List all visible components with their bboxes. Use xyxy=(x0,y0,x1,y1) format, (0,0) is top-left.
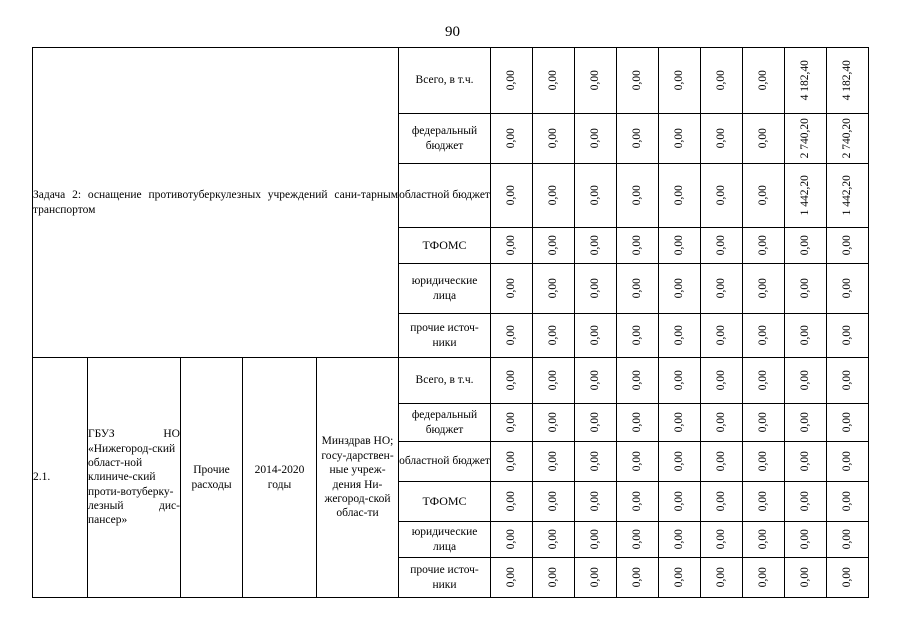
value-cell xyxy=(827,522,869,558)
value-text: 0,00 xyxy=(547,529,560,550)
value-text: 0,00 xyxy=(715,529,728,550)
value-text: 0,00 xyxy=(505,278,518,299)
value-text: 0,00 xyxy=(673,412,686,433)
value-cell xyxy=(533,264,575,314)
value-cell xyxy=(701,264,743,314)
value-text: 0,00 xyxy=(547,451,560,472)
value-cell xyxy=(659,114,701,164)
value-cell xyxy=(743,358,785,404)
value-cell xyxy=(575,114,617,164)
value-cell xyxy=(617,404,659,442)
value-cell xyxy=(743,114,785,164)
value-text: 0,00 xyxy=(505,451,518,472)
value-cell xyxy=(491,442,533,482)
activity-executor: Минздрав НО; госу-дарствен-ные учреж-дения Ни-жегород-ской облас-ти xyxy=(317,358,399,598)
value-cell xyxy=(617,442,659,482)
funding-source-label: Всего, в т.ч. xyxy=(399,48,491,114)
value-text: 0,00 xyxy=(715,567,728,588)
value-text: 0,00 xyxy=(715,128,728,149)
value-cell xyxy=(785,404,827,442)
value-text: 0,00 xyxy=(715,325,728,346)
value-text: 0,00 xyxy=(757,491,770,512)
funding-source-label: федеральный бюджет xyxy=(399,114,491,164)
value-cell xyxy=(491,228,533,264)
value-text: 0,00 xyxy=(757,325,770,346)
value-cell xyxy=(533,314,575,358)
value-text: 0,00 xyxy=(589,412,602,433)
value-text: 0,00 xyxy=(841,529,854,550)
value-text: 0,00 xyxy=(547,491,560,512)
value-cell xyxy=(659,164,701,228)
value-cell xyxy=(575,482,617,522)
value-text: 0,00 xyxy=(799,278,812,299)
funding-source-label: юридические лица xyxy=(399,522,491,558)
value-cell xyxy=(617,48,659,114)
value-cell xyxy=(785,264,827,314)
value-cell xyxy=(785,358,827,404)
value-text: 0,00 xyxy=(589,451,602,472)
value-cell xyxy=(743,404,785,442)
value-text: 0,00 xyxy=(631,412,644,433)
value-text: 0,00 xyxy=(589,278,602,299)
value-text: 4 182,40 xyxy=(841,60,854,101)
value-text: 0,00 xyxy=(547,128,560,149)
value-text: 0,00 xyxy=(505,185,518,206)
value-text: 0,00 xyxy=(589,370,602,391)
value-cell xyxy=(533,404,575,442)
value-text: 0,00 xyxy=(673,451,686,472)
value-text: 0,00 xyxy=(589,235,602,256)
value-text: 0,00 xyxy=(715,412,728,433)
value-text: 0,00 xyxy=(547,278,560,299)
value-cell xyxy=(575,164,617,228)
value-text: 0,00 xyxy=(799,412,812,433)
value-cell xyxy=(533,442,575,482)
value-text: 0,00 xyxy=(757,370,770,391)
value-cell xyxy=(827,442,869,482)
value-cell xyxy=(533,522,575,558)
value-text: 0,00 xyxy=(505,235,518,256)
value-text: 0,00 xyxy=(757,128,770,149)
value-text: 0,00 xyxy=(631,128,644,149)
value-cell xyxy=(701,314,743,358)
value-text: 4 182,40 xyxy=(799,60,812,101)
value-cell xyxy=(743,314,785,358)
value-text: 0,00 xyxy=(673,70,686,91)
value-text: 0,00 xyxy=(505,325,518,346)
value-cell xyxy=(785,164,827,228)
value-text: 0,00 xyxy=(589,529,602,550)
value-cell xyxy=(785,48,827,114)
value-cell xyxy=(785,522,827,558)
value-text: 0,00 xyxy=(631,567,644,588)
value-text: 0,00 xyxy=(841,491,854,512)
value-cell xyxy=(743,558,785,598)
value-cell xyxy=(743,522,785,558)
value-text: 0,00 xyxy=(505,128,518,149)
value-cell xyxy=(827,558,869,598)
value-cell xyxy=(701,404,743,442)
value-cell xyxy=(617,264,659,314)
value-text: 0,00 xyxy=(841,325,854,346)
value-cell xyxy=(617,164,659,228)
value-text: 0,00 xyxy=(631,529,644,550)
value-cell xyxy=(701,48,743,114)
value-cell xyxy=(701,442,743,482)
value-cell xyxy=(827,164,869,228)
value-cell xyxy=(491,48,533,114)
value-cell xyxy=(575,358,617,404)
value-text: 0,00 xyxy=(547,567,560,588)
value-text: 0,00 xyxy=(841,412,854,433)
value-text: 0,00 xyxy=(799,370,812,391)
funding-source-label: прочие источ-ники xyxy=(399,314,491,358)
value-text: 0,00 xyxy=(589,128,602,149)
value-text: 0,00 xyxy=(757,567,770,588)
value-cell xyxy=(617,558,659,598)
value-cell xyxy=(743,164,785,228)
activity-number: 2.1. xyxy=(33,358,88,598)
activity-organization: ГБУЗ НО «Нижегород-ский област-ной клиниче-ский проти-вотуберку-лезный дис-пансер» xyxy=(88,358,181,598)
value-cell xyxy=(659,314,701,358)
value-cell xyxy=(575,228,617,264)
value-cell xyxy=(533,482,575,522)
value-text: 0,00 xyxy=(715,278,728,299)
value-cell xyxy=(659,228,701,264)
value-text: 0,00 xyxy=(799,451,812,472)
value-text: 1 442,20 xyxy=(799,175,812,216)
value-text: 0,00 xyxy=(841,451,854,472)
value-text: 0,00 xyxy=(547,70,560,91)
value-cell xyxy=(617,358,659,404)
value-cell xyxy=(701,482,743,522)
value-cell xyxy=(575,558,617,598)
value-text: 0,00 xyxy=(715,70,728,91)
value-cell xyxy=(491,264,533,314)
value-text: 0,00 xyxy=(673,567,686,588)
funding-source-label: федеральный бюджет xyxy=(399,404,491,442)
value-cell xyxy=(575,442,617,482)
table-row xyxy=(33,48,869,114)
value-text: 0,00 xyxy=(631,491,644,512)
value-cell xyxy=(491,404,533,442)
value-cell xyxy=(617,114,659,164)
funding-table xyxy=(32,47,869,598)
value-cell xyxy=(827,482,869,522)
value-text: 0,00 xyxy=(673,529,686,550)
table-body xyxy=(33,48,869,598)
value-cell xyxy=(491,522,533,558)
value-cell xyxy=(743,48,785,114)
value-text: 0,00 xyxy=(799,567,812,588)
value-cell xyxy=(785,114,827,164)
value-text: 0,00 xyxy=(757,70,770,91)
value-cell xyxy=(701,164,743,228)
value-cell xyxy=(659,358,701,404)
value-text: 0,00 xyxy=(757,185,770,206)
value-cell xyxy=(785,558,827,598)
funding-source-label: прочие источ-ники xyxy=(399,558,491,598)
value-text: 0,00 xyxy=(673,370,686,391)
value-cell xyxy=(701,228,743,264)
value-text: 0,00 xyxy=(757,235,770,256)
value-cell xyxy=(617,314,659,358)
value-text: 0,00 xyxy=(841,278,854,299)
value-text: 0,00 xyxy=(799,491,812,512)
value-text: 0,00 xyxy=(505,70,518,91)
value-cell xyxy=(575,314,617,358)
value-text: 0,00 xyxy=(505,370,518,391)
value-text: 0,00 xyxy=(841,235,854,256)
value-text: 0,00 xyxy=(631,370,644,391)
value-text: 0,00 xyxy=(505,491,518,512)
value-cell xyxy=(491,164,533,228)
value-text: 0,00 xyxy=(673,128,686,149)
value-text: 1 442,20 xyxy=(841,175,854,216)
value-text: 0,00 xyxy=(715,370,728,391)
value-text: 2 740,20 xyxy=(841,118,854,159)
value-cell xyxy=(617,522,659,558)
value-text: 0,00 xyxy=(715,185,728,206)
value-cell xyxy=(491,358,533,404)
value-text: 0,00 xyxy=(673,185,686,206)
value-text: 0,00 xyxy=(715,235,728,256)
value-cell xyxy=(827,404,869,442)
value-text: 0,00 xyxy=(841,567,854,588)
value-cell xyxy=(827,48,869,114)
value-text: 0,00 xyxy=(757,451,770,472)
value-cell xyxy=(533,164,575,228)
value-cell xyxy=(491,482,533,522)
value-text: 0,00 xyxy=(547,370,560,391)
value-cell xyxy=(659,482,701,522)
value-cell xyxy=(491,558,533,598)
funding-source-label: областной бюджет xyxy=(399,164,491,228)
value-text: 0,00 xyxy=(757,278,770,299)
value-text: 0,00 xyxy=(589,491,602,512)
funding-source-label: ТФОМС xyxy=(399,228,491,264)
value-text: 0,00 xyxy=(547,235,560,256)
value-text: 0,00 xyxy=(631,278,644,299)
value-cell xyxy=(575,48,617,114)
value-cell xyxy=(617,228,659,264)
value-cell xyxy=(533,48,575,114)
value-cell xyxy=(743,228,785,264)
value-text: 0,00 xyxy=(589,185,602,206)
value-cell xyxy=(575,404,617,442)
value-text: 0,00 xyxy=(715,451,728,472)
value-text: 0,00 xyxy=(631,70,644,91)
value-text: 0,00 xyxy=(673,491,686,512)
value-text: 0,00 xyxy=(673,278,686,299)
value-text: 0,00 xyxy=(631,325,644,346)
funding-source-label: юридические лица xyxy=(399,264,491,314)
value-cell xyxy=(827,314,869,358)
value-text: 0,00 xyxy=(673,235,686,256)
value-cell xyxy=(785,482,827,522)
value-cell xyxy=(659,404,701,442)
value-text: 0,00 xyxy=(547,412,560,433)
value-text: 0,00 xyxy=(589,567,602,588)
value-cell xyxy=(701,358,743,404)
value-cell xyxy=(701,522,743,558)
value-text: 0,00 xyxy=(589,325,602,346)
value-cell xyxy=(659,48,701,114)
value-text: 0,00 xyxy=(505,567,518,588)
value-cell xyxy=(785,314,827,358)
value-text: 0,00 xyxy=(799,325,812,346)
activity-period: 2014-2020 годы xyxy=(243,358,317,598)
value-text: 0,00 xyxy=(757,412,770,433)
value-text: 0,00 xyxy=(631,235,644,256)
value-cell xyxy=(491,114,533,164)
value-cell xyxy=(827,228,869,264)
value-text: 0,00 xyxy=(757,529,770,550)
value-cell xyxy=(827,358,869,404)
value-cell xyxy=(659,264,701,314)
value-text: 0,00 xyxy=(547,325,560,346)
value-text: 0,00 xyxy=(505,412,518,433)
task-title: Задача 2: оснащение противотуберкулезных учреждений сани-тарным транспортом xyxy=(33,48,399,358)
value-cell xyxy=(743,264,785,314)
activity-expense-type: Прочие расходы xyxy=(181,358,243,598)
value-cell xyxy=(491,314,533,358)
page-number: 90 xyxy=(445,24,460,40)
value-cell xyxy=(533,114,575,164)
value-text: 0,00 xyxy=(673,325,686,346)
value-text: 0,00 xyxy=(631,451,644,472)
value-text: 0,00 xyxy=(505,529,518,550)
value-cell xyxy=(533,558,575,598)
value-cell xyxy=(659,442,701,482)
value-text: 2 740,20 xyxy=(799,118,812,159)
value-cell xyxy=(785,228,827,264)
value-text: 0,00 xyxy=(547,185,560,206)
value-cell xyxy=(659,522,701,558)
value-cell xyxy=(701,558,743,598)
funding-source-label: Всего, в т.ч. xyxy=(399,358,491,404)
value-text: 0,00 xyxy=(715,491,728,512)
value-cell xyxy=(659,558,701,598)
value-cell xyxy=(617,482,659,522)
value-text: 0,00 xyxy=(799,235,812,256)
funding-source-label: ТФОМС xyxy=(399,482,491,522)
value-text: 0,00 xyxy=(589,70,602,91)
value-cell xyxy=(533,228,575,264)
value-cell xyxy=(743,482,785,522)
value-cell xyxy=(785,442,827,482)
value-cell xyxy=(827,264,869,314)
value-text: 0,00 xyxy=(841,370,854,391)
value-cell xyxy=(743,442,785,482)
table-row xyxy=(33,358,869,404)
funding-source-label: областной бюджет xyxy=(399,442,491,482)
value-cell xyxy=(533,358,575,404)
value-cell xyxy=(575,264,617,314)
value-cell xyxy=(701,114,743,164)
value-text: 0,00 xyxy=(631,185,644,206)
value-text: 0,00 xyxy=(799,529,812,550)
value-cell xyxy=(575,522,617,558)
value-cell xyxy=(827,114,869,164)
